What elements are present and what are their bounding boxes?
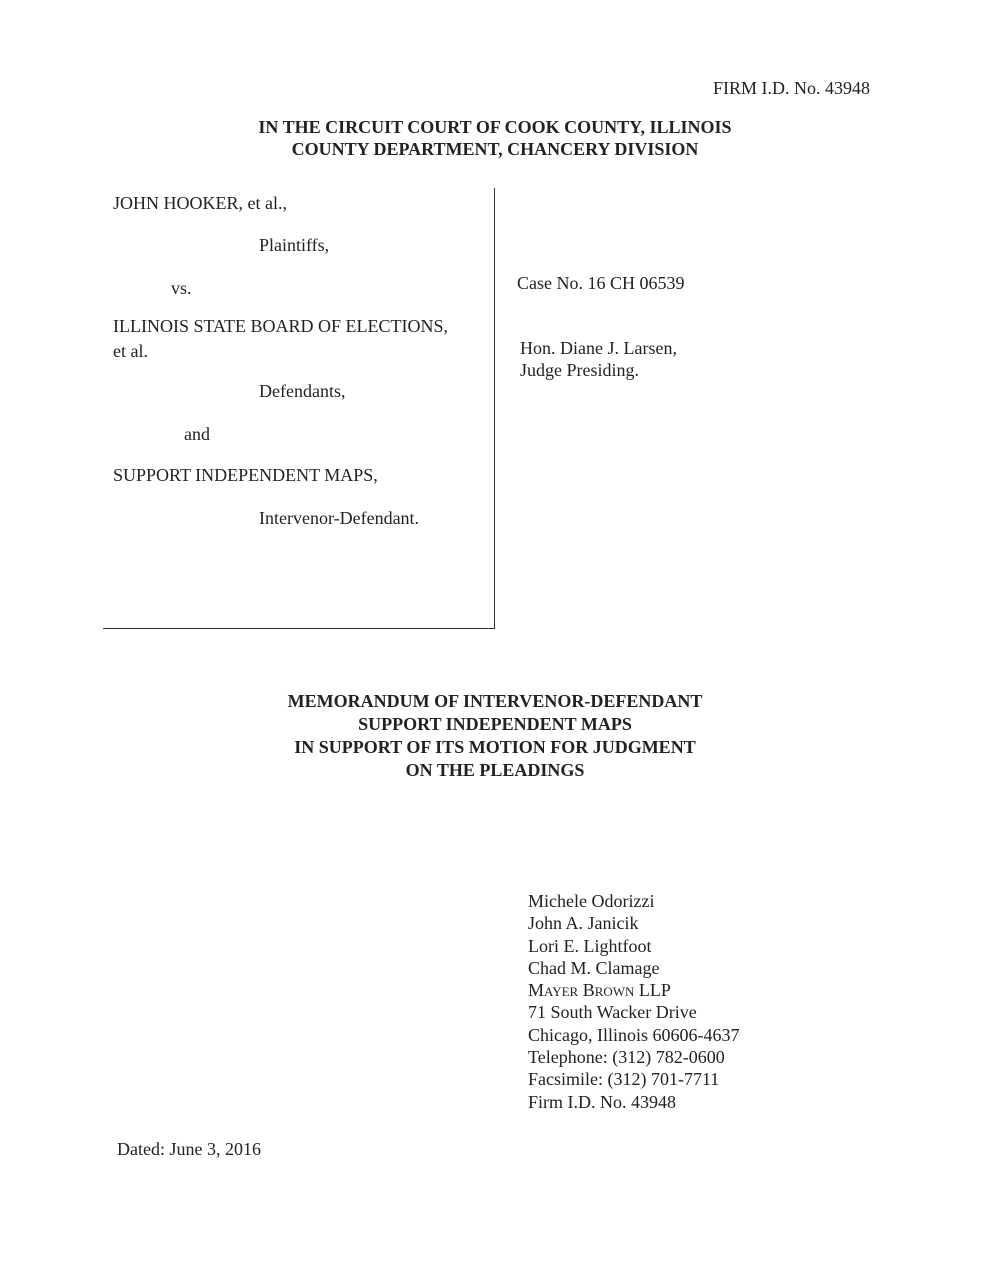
- document-title-line3: IN SUPPORT OF ITS MOTION FOR JUDGMENT: [294, 737, 696, 757]
- intervenor-name: SUPPORT INDEPENDENT MAPS,: [113, 465, 378, 485]
- intervenor-role: Intervenor-Defendant.: [259, 508, 420, 528]
- document-title: [0, 690, 990, 782]
- plaintiff-name: JOHN HOOKER, et al.,: [113, 193, 287, 213]
- attorney-name: Lori E. Lightfoot: [528, 935, 652, 956]
- court-heading-line2: COUNTY DEPARTMENT, CHANCERY DIVISION: [291, 139, 699, 159]
- attorney-name: Michele Odorizzi: [528, 891, 655, 911]
- caption-horizontal-rule: [103, 628, 495, 629]
- defendant-role: Defendants,: [259, 381, 346, 401]
- court-heading: [0, 116, 990, 160]
- document-title-line1: MEMORANDUM OF INTERVENOR-DEFENDANT: [287, 691, 703, 711]
- signature-block: [528, 890, 739, 1113]
- judge-title: Judge Presiding.: [520, 360, 639, 380]
- attorney-name: Chad M. Clamage: [528, 957, 660, 978]
- defendant-name-line1: ILLINOIS STATE BOARD OF ELECTIONS,: [113, 316, 449, 336]
- judge-name: Hon. Diane J. Larsen,: [520, 338, 677, 358]
- firm-id-signature: Firm I.D. No. 43948: [528, 1091, 676, 1112]
- document-title-line4: ON THE PLEADINGS: [405, 760, 585, 780]
- firm-telephone: Telephone: (312) 782-0600: [528, 1047, 725, 1068]
- caption-vertical-rule: [494, 188, 495, 628]
- firm-facsimile: Facsimile: (312) 701-7711: [528, 1069, 720, 1090]
- attorney-name: John A. Janicik: [528, 913, 639, 934]
- and-label: and: [184, 424, 210, 444]
- firm-city: Chicago, Illinois 60606-4637: [528, 1024, 740, 1045]
- court-heading-line1: IN THE CIRCUIT COURT OF COOK COUNTY, ILLINOIS: [258, 117, 732, 137]
- versus-label: vs.: [171, 278, 192, 298]
- document-title-line2: SUPPORT INDEPENDENT MAPS: [358, 714, 632, 734]
- firm-id-header: FIRM I.D. No. 43948: [712, 78, 870, 98]
- case-number: Case No. 16 CH 06539: [517, 273, 685, 293]
- law-firm-name: Mayer Brown LLP: [528, 980, 671, 1001]
- plaintiff-role: Plaintiffs,: [259, 235, 330, 255]
- defendant-name-line2: et al.: [113, 341, 148, 361]
- date-line: Dated: June 3, 2016: [117, 1139, 261, 1159]
- firm-address: 71 South Wacker Drive: [528, 1002, 697, 1023]
